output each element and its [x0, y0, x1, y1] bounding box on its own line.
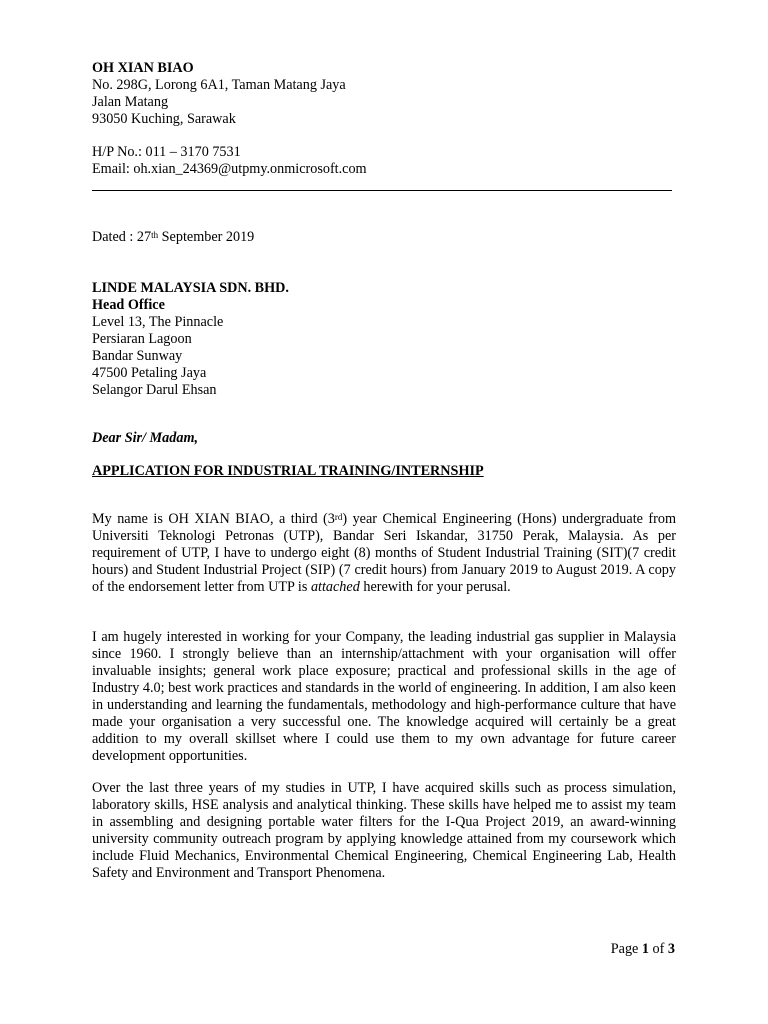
date-prefix: Dated : 27	[92, 229, 152, 245]
recipient-company: LINDE MALAYSIA SDN. BHD.	[92, 280, 289, 296]
page-of-word: of	[648, 941, 668, 957]
p1-text-b: ) year Chemical Engineering (Hons) undergraduate from Universiti Teknologi Petronas (UTP), Bandar Seri Iskandar, 31750 Perak, Malaysia. As per requirement of UTP, I have to undergo eight (8) months of Student Industrial Training (SIT)(7 credit hours) and Student Industrial Project (SIP) (7 credit hours) from January 2019 to August 2019. A copy of the endorsement letter from UTP is	[92, 511, 676, 595]
page-word: Page	[610, 941, 642, 957]
page-total: 3	[667, 941, 675, 957]
p1-emphasis: attached	[310, 579, 360, 595]
recipient-address-line: Level 13, The Pinnacle	[92, 314, 224, 330]
letter-date	[92, 229, 676, 246]
recipient-address-line: Persiaran Lagoon	[92, 331, 192, 347]
date-rest: September 2019	[158, 229, 255, 245]
sender-address-line: 93050 Kuching, Sarawak	[92, 111, 236, 127]
sender-contact-block	[92, 144, 676, 178]
salutation: Dear Sir/ Madam,	[92, 430, 199, 446]
recipient-address-block	[92, 280, 676, 399]
letter-subject: APPLICATION FOR INDUSTRIAL TRAINING/INTERNSHIP	[92, 463, 484, 479]
sender-email: Email: oh.xian_24369@utpmy.onmicrosoft.com	[92, 161, 367, 177]
sender-address-block	[92, 60, 676, 128]
p1-text-a: My name is OH XIAN BIAO, a third (3	[92, 511, 335, 527]
body-paragraph-2: I am hugely interested in working for your Company, the leading industrial gas supplier in Malaysia since 1960. I strongly believe than an internship/attachment with your organisation will offer invaluable insights; general work place exposure; practical and professional skills in the age of Industry 4.0; best work practices and standards in the world of engineering. In addition, I am also keen in understanding and learning the fundamentals, methodology and high-performance culture that have made your organisation a very successful one. The knowledge acquired will certainly be a great addition to my overall skillset where I could use them to my own advantage for future career development opportunities.	[92, 629, 676, 764]
p1-ordinal-suffix: rd	[334, 512, 343, 522]
recipient-address-line: Selangor Darul Ehsan	[92, 382, 217, 398]
body-paragraph-1	[92, 511, 676, 596]
p1-text-c: herewith for your perusal.	[359, 579, 511, 595]
sender-address-line: No. 298G, Lorong 6A1, Taman Matang Jaya	[92, 77, 346, 93]
recipient-office: Head Office	[92, 297, 165, 313]
sender-phone: H/P No.: 011 – 3170 7531	[92, 144, 241, 160]
recipient-address-line: Bandar Sunway	[92, 348, 183, 364]
body-paragraph-3: Over the last three years of my studies in UTP, I have acquired skills such as process simulation, laboratory skills, HSE analysis and analytical thinking. These skills have helped me to assist my team in assembling and designing portable water filters for the I-Qua Project 2019, an award-winning university community outreach program by applying knowledge attained from my coursework which include Fluid Mechanics, Environmental Chemical Engineering, Chemical Engineering Lab, Health Safety and Environment and Transport Phenomena.	[92, 780, 676, 881]
page-number-footer	[560, 941, 675, 958]
sender-address-line: Jalan Matang	[92, 94, 169, 110]
recipient-address-line: 47500 Petaling Jaya	[92, 365, 207, 381]
sender-name: OH XIAN BIAO	[92, 60, 194, 76]
date-ordinal-suffix: th	[151, 230, 159, 240]
page-current: 1	[641, 941, 649, 957]
header-divider	[92, 190, 672, 191]
